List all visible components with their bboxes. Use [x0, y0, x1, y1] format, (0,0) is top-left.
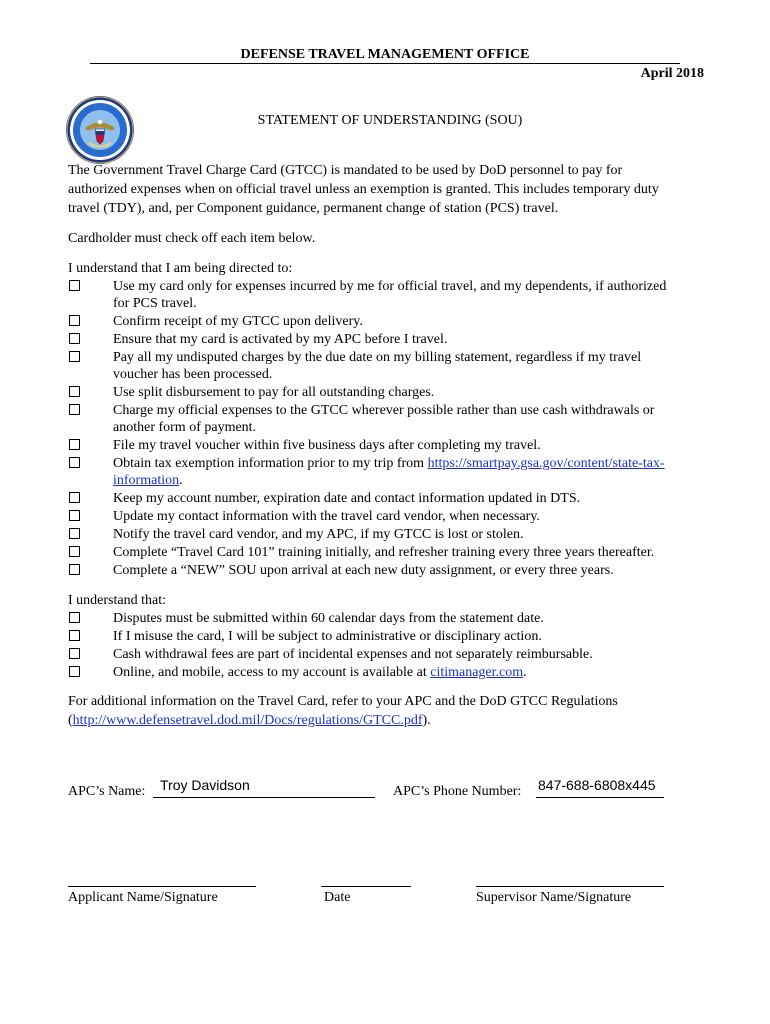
item-pay-charges-cont: voucher has been processed. [113, 367, 273, 382]
online-access-text: Online, and mobile, access to my account is available at [113, 665, 431, 680]
sou-title: STATEMENT OF UNDERSTANDING (SOU) [257, 113, 523, 128]
item-misuse: If I misuse the card, I will be subject to administrative or disciplinary action. [113, 629, 542, 644]
additional-info-line: For additional information on the Travel Card, refer to your APC and the DoD GTCC Regulations [68, 694, 618, 709]
checkbox-cash-fees[interactable] [69, 648, 80, 659]
item-cash-fees: Cash withdrawal fees are part of incidental expenses and not separately reimbursable. [113, 647, 593, 662]
checkbox-training[interactable] [69, 546, 80, 557]
smartpay-link-cont[interactable]: information [113, 473, 180, 488]
item-disputes: Disputes must be submitted within 60 calendar days from the statement date. [113, 611, 544, 626]
checkbox-notify-lost[interactable] [69, 528, 80, 539]
item-official-expenses-cont: for PCS travel. [113, 296, 197, 311]
item-keep-account-updated: Keep my account number, expiration date and contact information updated in DTS. [113, 491, 581, 506]
item-file-voucher: File my travel voucher within five business days after completing my travel. [113, 438, 541, 453]
supervisor-signature-line[interactable] [476, 886, 664, 887]
checkbox-new-sou[interactable] [69, 564, 80, 575]
item-official-expenses: Use my card only for expenses incurred by me for official travel, and my dependents, if authorized [113, 279, 667, 294]
tax-exemption-text: Obtain tax exemption information prior to my trip from [113, 456, 428, 471]
section1-heading: I understand that I am being directed to: [68, 261, 293, 276]
item-pay-charges: Pay all my undisputed charges by the due date on my billing statement, regardless if my travel [113, 350, 642, 365]
applicant-signature-label: Applicant Name/Signature [68, 890, 218, 905]
online-access-period: . [523, 665, 527, 680]
checkbox-misuse[interactable] [69, 630, 80, 641]
regulations-line [68, 713, 431, 729]
item-notify-lost: Notify the travel card vendor, and my APC, if my GTCC is lost or stolen. [113, 527, 524, 542]
checkbox-tax-exemption[interactable] [69, 457, 80, 468]
org-title: DEFENSE TRAVEL MANAGEMENT OFFICE [240, 47, 530, 62]
item-tax-exemption-cont [113, 472, 183, 489]
date-line[interactable] [321, 886, 411, 887]
document-date: April 2018 [640, 66, 704, 81]
item-new-sou: Complete a “NEW” SOU upon arrival at each new duty assignment, or every three years. [113, 563, 614, 578]
section2-heading: I understand that: [68, 593, 166, 608]
smartpay-link[interactable]: https://smartpay.gsa.gov/content/state-tax- [427, 456, 665, 471]
tax-exemption-period: . [179, 473, 183, 488]
item-split-disbursement: Use split disbursement to pay for all outstanding charges. [113, 385, 435, 400]
apc-phone-underline [536, 797, 664, 798]
citimanager-link[interactable]: citimanager.com [430, 665, 524, 680]
item-training: Complete “Travel Card 101” training initially, and refresher training every three years thereafter. [113, 545, 655, 560]
item-charge-gtcc: Charge my official expenses to the GTCC wherever possible rather than use cash withdrawals or [113, 403, 655, 418]
intro-line-3: travel (TDY), and, per Component guidance, permanent change of station (PCS) travel. [68, 201, 559, 216]
checkbox-update-contact[interactable] [69, 510, 80, 521]
apc-name-label: APC’s Name: [68, 784, 146, 799]
item-card-activated: Ensure that my card is activated by my APC before I travel. [113, 332, 448, 347]
checkbox-official-expenses[interactable] [69, 280, 80, 291]
apc-phone-label: APC’s Phone Number: [393, 784, 522, 799]
date-label: Date [324, 890, 351, 905]
dod-seal-icon [65, 95, 135, 165]
item-update-contact: Update my contact information with the travel card vendor, when necessary. [113, 509, 540, 524]
item-charge-gtcc-cont: another form of payment. [113, 420, 257, 435]
regulations-close-paren: ). [422, 713, 431, 728]
checkbox-file-voucher[interactable] [69, 439, 80, 450]
header-rule [90, 63, 680, 64]
checkbox-charge-gtcc[interactable] [69, 404, 80, 415]
intro-line-2: authorized expenses when on official travel unless an exemption is granted. This includes temporary duty [68, 182, 659, 197]
checkbox-pay-charges[interactable] [69, 351, 80, 362]
instruction-text: Cardholder must check off each item below. [68, 231, 316, 246]
checkbox-split-disbursement[interactable] [69, 386, 80, 397]
item-online-access [113, 664, 527, 681]
apc-phone-field[interactable]: 847-688-6808x445 [538, 777, 656, 793]
checkbox-disputes[interactable] [69, 612, 80, 623]
apc-name-field[interactable]: Troy Davidson [160, 777, 250, 793]
checkbox-keep-account-updated[interactable] [69, 492, 80, 503]
supervisor-signature-label: Supervisor Name/Signature [476, 890, 632, 905]
regulations-open-paren: ( [68, 713, 73, 728]
apc-name-underline [153, 797, 375, 798]
item-confirm-receipt: Confirm receipt of my GTCC upon delivery. [113, 314, 363, 329]
item-tax-exemption [113, 455, 665, 472]
gtcc-regulations-link[interactable]: http://www.defensetravel.dod.mil/Docs/regulations/GTCC.pdf [72, 713, 423, 728]
checkbox-confirm-receipt[interactable] [69, 315, 80, 326]
checkbox-online-access[interactable] [69, 666, 80, 677]
checkbox-card-activated[interactable] [69, 333, 80, 344]
intro-line-1: The Government Travel Charge Card (GTCC) is mandated to be used by DoD personnel to pay for [68, 163, 623, 178]
applicant-signature-line[interactable] [68, 886, 256, 887]
